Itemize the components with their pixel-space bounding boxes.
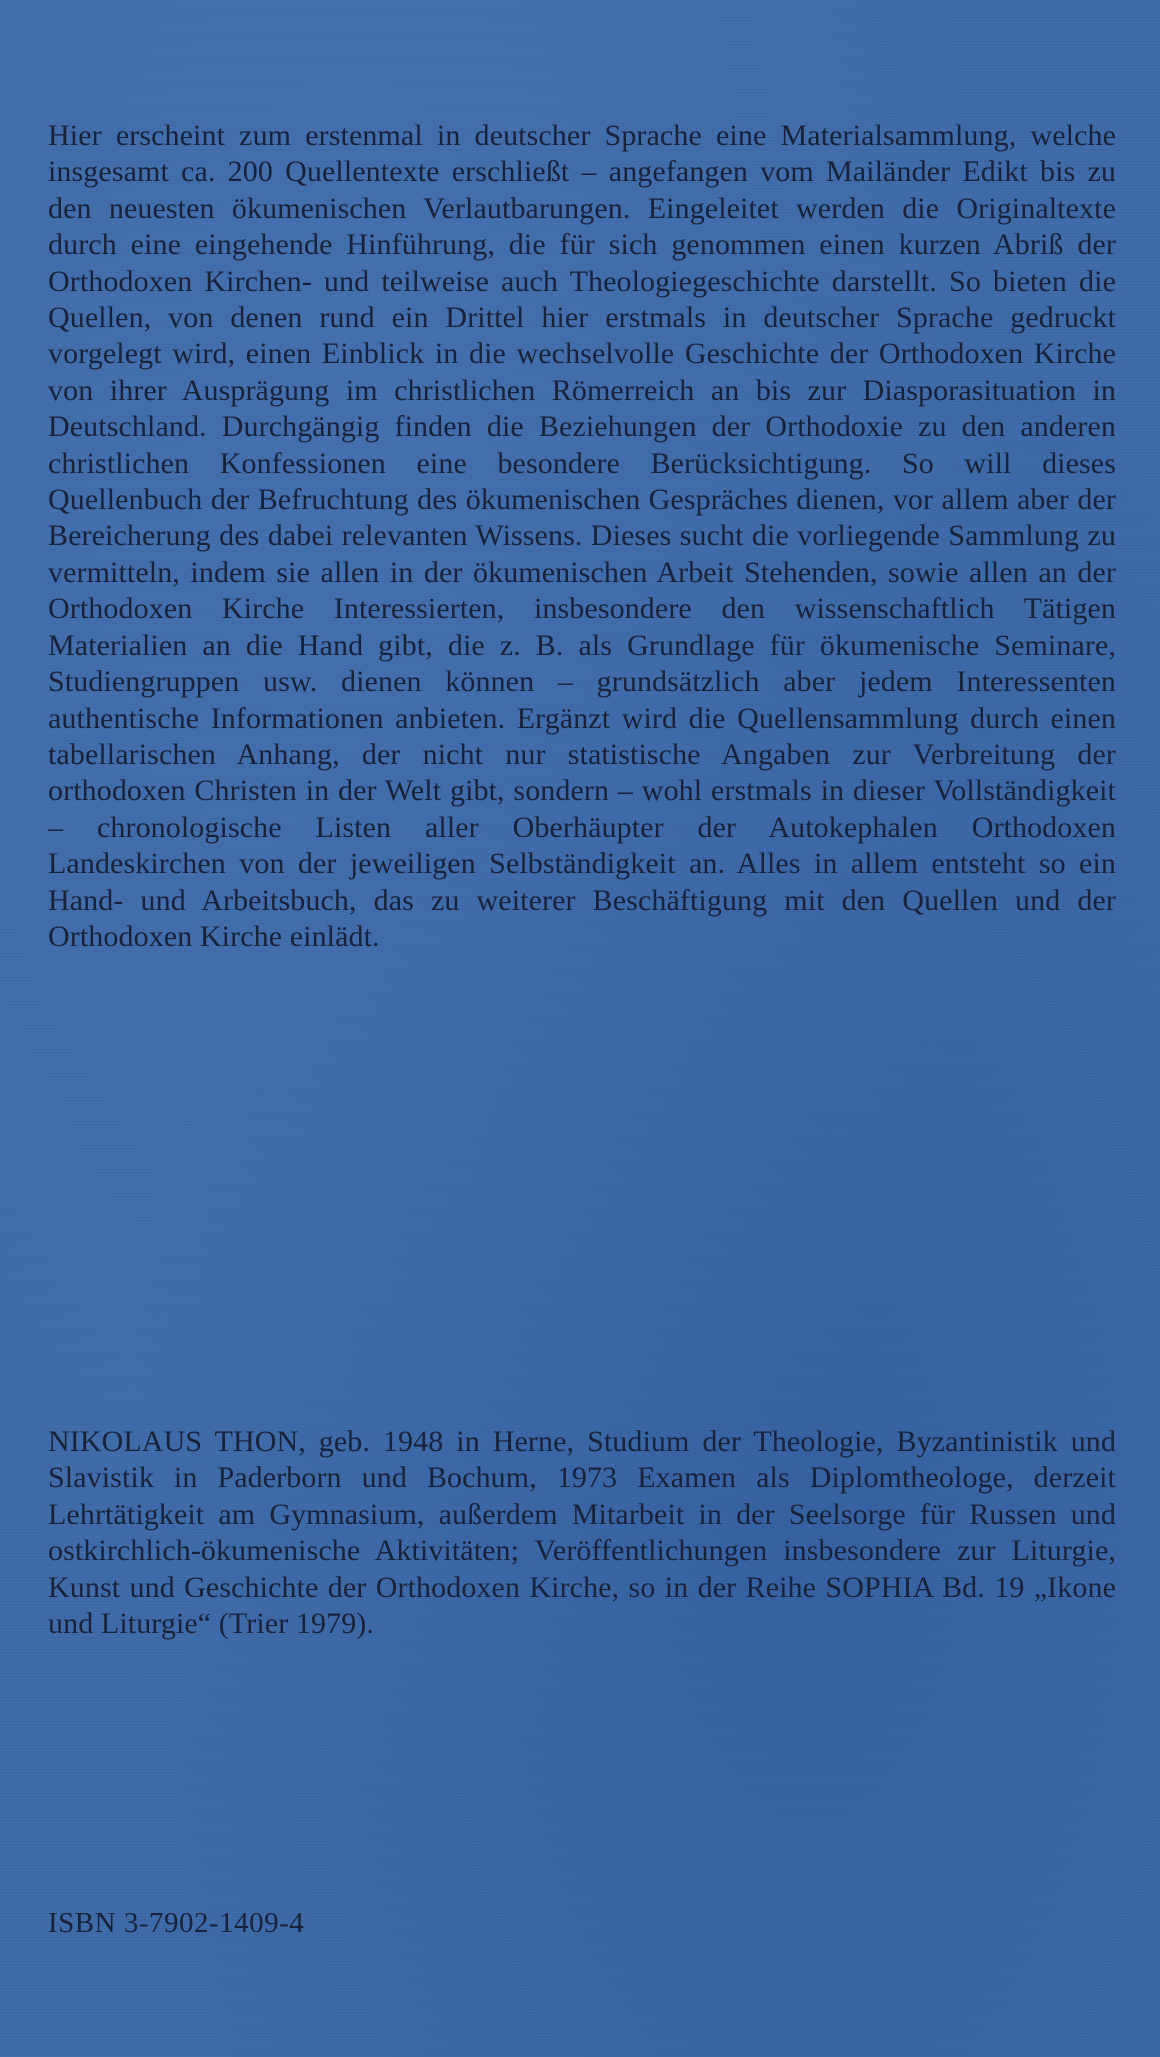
isbn-number: ISBN 3-7902-1409-4 xyxy=(48,1907,305,1939)
author-bio-paragraph: NIKOLAUS THON, geb. 1948 in Herne, Studium der Theologie, Byzantinistik und Slavistik in Paderborn und Bochum, 1973 Examen als Diplomtheologe, derzeit Lehrtätigkeit am Gymnasium, außerdem Mitarbeit in der Seelsorge für Russen und ostkirchlich-ökumenische Aktivitäten; Veröffentlichungen insbesondere zur Liturgie, Kunst und Geschichte der Orthodoxen Kirche, so in der Reihe SOPHIA Bd. 19 „Ikone und Liturgie“ (Trier 1979). xyxy=(48,1425,1116,1641)
blurb-paragraph: Hier erscheint zum erstenmal in deutscher Sprache eine Materialsammlung, welche insgesamt ca. 200 Quellentexte erschließt – angefangen vom Mailänder Edikt bis zu den neuesten ökumenischen Verlautbarungen. Eingeleitet werden die Originaltexte durch eine eingehende Hinführung, die für sich genommen einen kurzen Abriß der Orthodoxen Kirchen- und teilweise auch Theologiegeschichte darstellt. So bieten die Quellen, von denen rund ein Drittel hier erstmals in deutscher Sprache gedruckt vorgelegt wird, einen Einblick in die wechselvolle Geschichte der Orthodoxen Kirche von ihrer Ausprägung im christlichen Römerreich an bis zur Diasporasituation in Deutschland. Durchgängig finden die Beziehungen der Orthodoxie zu den anderen christlichen Konfessionen eine besondere Berücksichtigung. So will dieses Quellenbuch der Befruchtung des ökumenischen Gespräches dienen, vor allem aber der Bereicherung des dabei relevanten Wissens. Dieses sucht die vorliegende Sammlung zu vermitteln, indem sie allen in der ökumenischen Arbeit Stehenden, sowie allen an der Orthodoxen Kirche Interessierten, insbesondere den wissenschaftlich Tätigen Materialien an die Hand gibt, die z. B. als Grundlage für ökumenische Seminare, Studiengruppen usw. dienen können – grundsätzlich aber jedem Interessenten authentische Informationen anbieten. Ergänzt wird die Quellensammlung durch einen tabellarischen Anhang, der nicht nur statistische Angaben zur Verbreitung der orthodoxen Christen in der Welt gibt, sondern – wohl erstmals in dieser Vollständigkeit – chronologische Listen aller Oberhäupter der Autokephalen Orthodoxen Landeskirchen von der jeweiligen Selbständigkeit an. Alles in allem entsteht so ein Hand- und Arbeitsbuch, das zu weiterer Beschäftigung mit den Quellen und der Orthodoxen Kirche einlädt. xyxy=(48,119,1116,953)
